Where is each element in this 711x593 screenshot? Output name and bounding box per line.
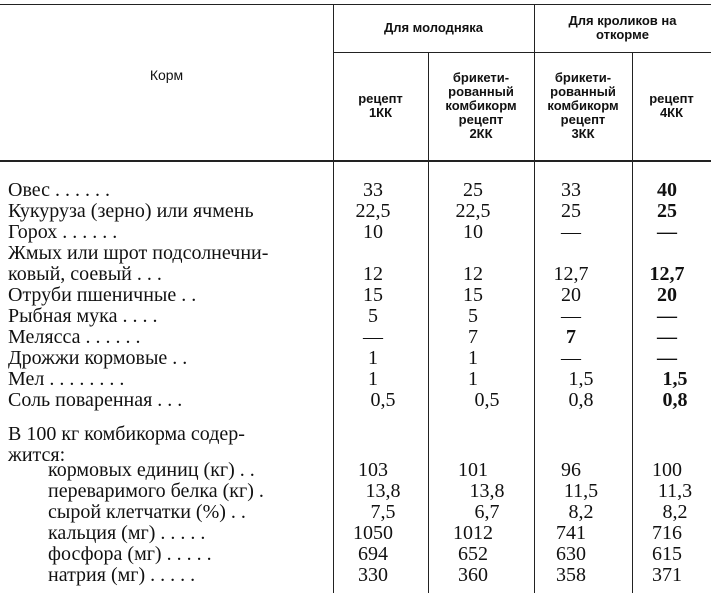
cell-1kk: 10 <box>363 221 383 243</box>
table-row <box>0 481 711 502</box>
cell-3kk: 630 <box>556 543 586 565</box>
cell-2kk: 360 <box>458 564 488 586</box>
table-row <box>0 460 711 481</box>
cell-2kk: 1 <box>468 347 478 369</box>
table-row <box>0 327 711 348</box>
row-label: Отруби пшеничные . . <box>8 284 197 306</box>
cell-1kk: 1 <box>368 347 378 369</box>
cell-3kk: 0,8 <box>568 389 594 411</box>
row-label: Горох . . . . . . <box>8 221 118 243</box>
cell-1kk: 12 <box>363 263 383 285</box>
table-row <box>0 502 711 523</box>
table-row <box>0 264 711 285</box>
header-col2: брикети- рованный комбикорм рецепт 2КК <box>445 70 517 141</box>
cell-4kk: 100 <box>652 459 682 481</box>
cell-2kk: 0,5 <box>474 389 500 411</box>
cell-2kk: 13,8 <box>469 480 505 502</box>
cell-3kk: — <box>561 347 581 369</box>
cell-1kk: 15 <box>363 284 383 306</box>
cell-1kk: 7,5 <box>370 501 396 523</box>
row-label: Мел . . . . . . . . <box>8 368 125 390</box>
cell-2kk: 25 <box>463 179 483 201</box>
header-group-young: Для молодняка <box>383 20 484 35</box>
cell-3kk: 12,7 <box>553 263 589 285</box>
subsection-title-line1: В 100 кг комбикорма содер- <box>8 423 245 445</box>
cell-3kk: 1,5 <box>568 368 594 390</box>
table-row <box>0 544 711 565</box>
cell-1kk: 330 <box>358 564 388 586</box>
header-feed: Корм <box>149 67 184 83</box>
cell-3kk: 20 <box>561 284 581 306</box>
subsection-title-line2: жится: <box>8 444 66 466</box>
header-col1: рецепт 1КК <box>358 91 403 120</box>
table-row <box>0 222 711 243</box>
header-col3: брикети- рованный комбикорм рецепт 3КК <box>547 70 619 141</box>
row-label: кальция (мг) . . . . . <box>48 522 206 544</box>
cell-4kk: — <box>657 347 677 369</box>
cell-3kk: 7 <box>566 326 576 348</box>
cell-4kk: — <box>657 326 677 348</box>
subsection-title <box>0 424 711 445</box>
cell-3kk: 358 <box>556 564 586 586</box>
cell-2kk: 1 <box>468 368 478 390</box>
header-group-fattening: Для кроликов на откорме <box>568 13 677 42</box>
rule-group <box>333 52 711 53</box>
cell-4kk: 8,2 <box>662 501 688 523</box>
cell-4kk: 0,8 <box>662 389 688 411</box>
row-label: кормовых единиц (кг) . . <box>48 459 255 481</box>
cell-2kk: 12 <box>463 263 483 285</box>
cell-4kk: 1,5 <box>662 368 688 390</box>
row-label: Дрожжи кормовые . . <box>8 347 188 369</box>
cell-2kk: 101 <box>458 459 488 481</box>
cell-1kk: 13,8 <box>365 480 401 502</box>
cell-3kk: 25 <box>561 200 581 222</box>
cell-2kk: 22,5 <box>455 200 491 222</box>
row-label: фосфора (мг) . . . . . <box>48 543 212 565</box>
cell-4kk: 11,3 <box>657 480 693 502</box>
cell-4kk: 716 <box>652 522 682 544</box>
row-label: Соль поваренная . . . <box>8 389 183 411</box>
row-label: натрия (мг) . . . . . <box>48 564 196 586</box>
cell-1kk: 1050 <box>353 522 393 544</box>
cell-1kk: 22,5 <box>355 200 391 222</box>
table-row <box>0 306 711 327</box>
rule-header-bottom <box>0 160 711 162</box>
cell-1kk: 694 <box>358 543 388 565</box>
header-col4: рецепт 4КК <box>649 91 694 120</box>
cell-2kk: 652 <box>458 543 488 565</box>
cell-3kk: — <box>561 305 581 327</box>
cell-4kk: — <box>657 305 677 327</box>
cell-1kk: 33 <box>363 179 383 201</box>
cell-1kk: 5 <box>368 305 378 327</box>
table-row <box>0 348 711 369</box>
cell-3kk: 11,5 <box>563 480 599 502</box>
table-row <box>0 565 711 586</box>
cell-3kk: — <box>561 221 581 243</box>
cell-3kk: 96 <box>561 459 581 481</box>
cell-2kk: 15 <box>463 284 483 306</box>
table-row <box>0 390 711 411</box>
row-label: переваримого белка (кг) . <box>48 480 264 502</box>
table-row <box>0 180 711 201</box>
cell-1kk: 103 <box>358 459 388 481</box>
row-label: Кукуруза (зерно) или ячмень <box>8 200 254 222</box>
cell-4kk: — <box>657 221 677 243</box>
row-label: ковый, соевый . . . <box>8 263 162 285</box>
cell-4kk: 25 <box>657 200 677 222</box>
row-label: Рыбная мука . . . . <box>8 305 158 327</box>
cell-4kk: 615 <box>652 543 682 565</box>
cell-2kk: 1012 <box>453 522 493 544</box>
rule-top <box>0 4 711 5</box>
cell-3kk: 741 <box>556 522 586 544</box>
table-row <box>0 285 711 306</box>
cell-4kk: 371 <box>652 564 682 586</box>
cell-2kk: 7 <box>468 326 478 348</box>
table-row <box>0 369 711 390</box>
cell-1kk: — <box>363 326 383 348</box>
table-row <box>0 523 711 544</box>
cell-4kk: 12,7 <box>649 263 685 285</box>
cell-4kk: 20 <box>657 284 677 306</box>
row-label: сырой клетчатки (%) . . <box>48 501 246 523</box>
cell-3kk: 8,2 <box>568 501 594 523</box>
cell-1kk: 1 <box>368 368 378 390</box>
row-label: Овес . . . . . . <box>8 179 111 201</box>
table-row <box>0 243 711 264</box>
table-row <box>0 201 711 222</box>
row-label: Мелясса . . . . . . <box>8 326 141 348</box>
cell-1kk: 0,5 <box>370 389 396 411</box>
cell-3kk: 33 <box>561 179 581 201</box>
cell-4kk: 40 <box>657 179 677 201</box>
cell-2kk: 6,7 <box>474 501 500 523</box>
cell-2kk: 5 <box>468 305 478 327</box>
row-label: Жмых или шрот подсолнечни- <box>8 242 269 264</box>
cell-2kk: 10 <box>463 221 483 243</box>
